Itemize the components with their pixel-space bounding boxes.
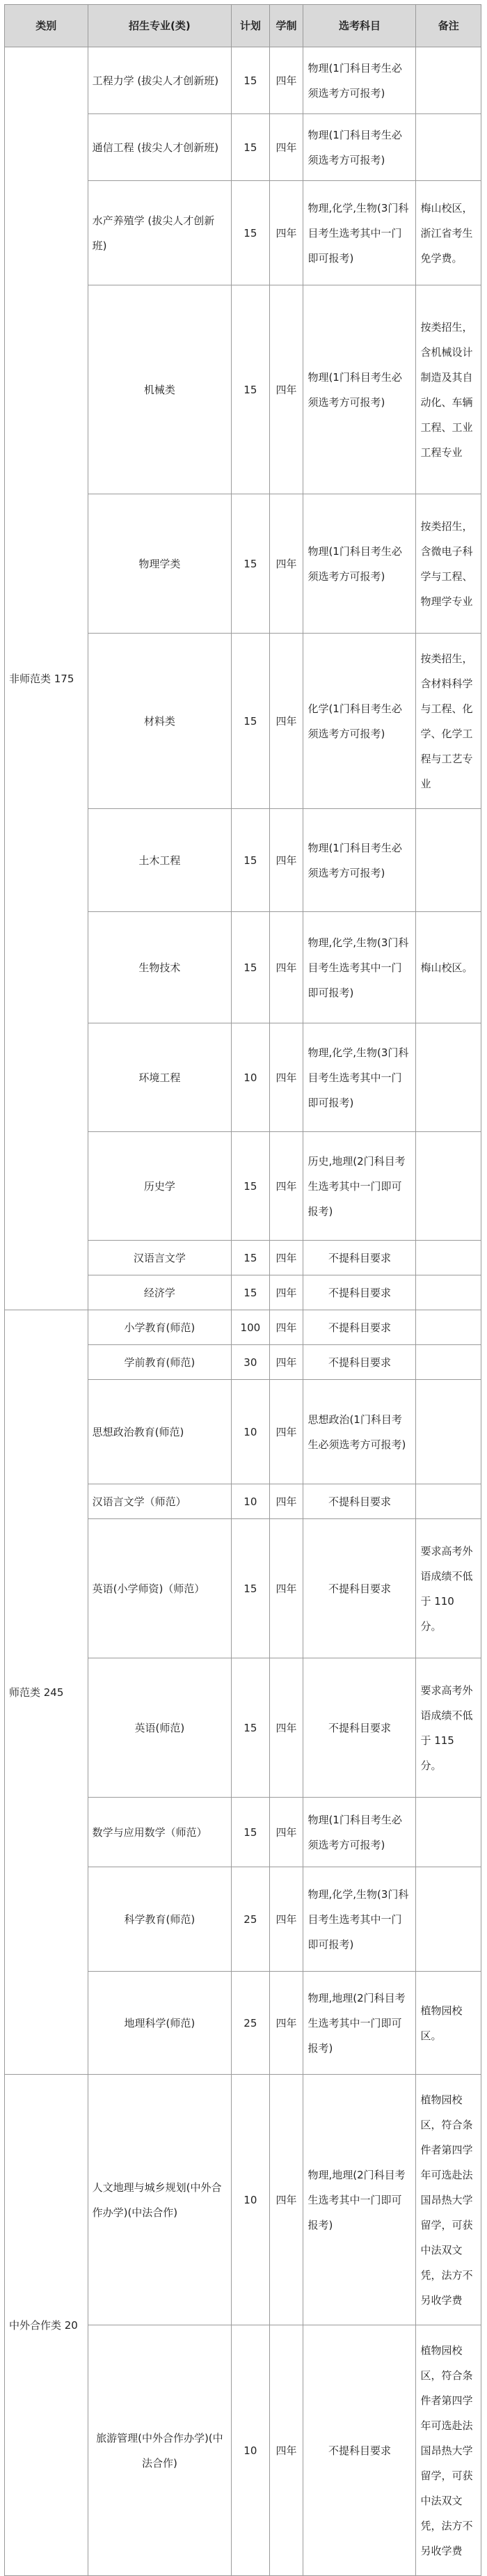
plan-cell: 15 (232, 181, 269, 285)
plan-cell: 15 (232, 494, 269, 634)
category-cell: 非师范类 175 (5, 47, 88, 1310)
notes-cell (416, 1867, 481, 1972)
subjects-cell: 不提科目要求 (303, 1345, 416, 1380)
notes-cell (416, 1023, 481, 1132)
subjects-cell: 不提科目要求 (303, 1310, 416, 1345)
plan-cell: 15 (232, 114, 269, 181)
category-cell: 师范类 245 (5, 1310, 88, 2075)
years-cell: 四年 (269, 1023, 303, 1132)
major-cell: 人文地理与城乡规划(中外合作办学)(中法合作) (88, 2075, 232, 2325)
plan-cell: 30 (232, 1345, 269, 1380)
subjects-cell: 物理(1门科目考生必须选考方可报考) (303, 1798, 416, 1867)
header-years: 学制 (269, 5, 303, 47)
years-cell: 四年 (269, 47, 303, 114)
plan-cell: 10 (232, 1380, 269, 1484)
notes-cell: 植物园校区，符合条件者第四学年可选赴法国昂热大学留学，可获中法双文凭，法方不另收学费 (416, 2325, 481, 2576)
notes-cell (416, 1798, 481, 1867)
years-cell: 四年 (269, 2075, 303, 2325)
years-cell: 四年 (269, 285, 303, 494)
years-cell: 四年 (269, 494, 303, 634)
notes-cell: 要求高考外语成绩不低于 115 分。 (416, 1658, 481, 1798)
subjects-cell: 不提科目要求 (303, 1658, 416, 1798)
major-cell: 生物技术 (88, 912, 232, 1023)
major-cell: 物理学类 (88, 494, 232, 634)
subjects-cell: 不提科目要求 (303, 2325, 416, 2576)
notes-cell (416, 1132, 481, 1241)
major-cell: 汉语言文学 (88, 1241, 232, 1275)
notes-cell: 按类招生，含材料科学与工程、化学、化学工程与工艺专业 (416, 634, 481, 809)
major-cell: 土木工程 (88, 809, 232, 912)
notes-cell (416, 47, 481, 114)
plan-cell: 15 (232, 47, 269, 114)
years-cell: 四年 (269, 1380, 303, 1484)
notes-cell: 梅山校区。 (416, 912, 481, 1023)
subjects-cell: 物理,化学,生物(3门科目考生选考其中一门即可报考) (303, 181, 416, 285)
subjects-cell: 化学(1门科目考生必须选考方可报考) (303, 634, 416, 809)
table-row (5, 47, 481, 114)
major-cell: 机械类 (88, 285, 232, 494)
header-major: 招生专业(类) (88, 5, 232, 47)
plan-cell: 15 (232, 1798, 269, 1867)
major-cell: 环境工程 (88, 1023, 232, 1132)
major-cell: 汉语言文学（师范） (88, 1484, 232, 1519)
notes-cell: 要求高考外语成绩不低于 110 分。 (416, 1519, 481, 1658)
years-cell: 四年 (269, 634, 303, 809)
admission-plan-table (4, 4, 481, 2576)
notes-cell: 梅山校区，浙江省考生免学费。 (416, 181, 481, 285)
notes-cell: 按类招生，含机械设计制造及其自动化、车辆工程、工业工程专业 (416, 285, 481, 494)
notes-cell (416, 1310, 481, 1345)
years-cell: 四年 (269, 1241, 303, 1275)
subjects-cell: 不提科目要求 (303, 1519, 416, 1658)
subjects-cell: 历史,地理(2门科目考生选考其中一门即可报考) (303, 1132, 416, 1241)
header-subjects: 选考科目 (303, 5, 416, 47)
years-cell: 四年 (269, 1275, 303, 1310)
notes-cell: 植物园校区，符合条件者第四学年可选赴法国昂热大学留学，可获中法双文凭，法方不另收学费 (416, 2075, 481, 2325)
table-body (5, 47, 481, 2576)
plan-cell: 15 (232, 912, 269, 1023)
years-cell: 四年 (269, 181, 303, 285)
plan-cell: 10 (232, 1023, 269, 1132)
major-cell: 历史学 (88, 1132, 232, 1241)
years-cell: 四年 (269, 114, 303, 181)
major-cell: 数学与应用数学（师范） (88, 1798, 232, 1867)
major-cell: 经济学 (88, 1275, 232, 1310)
subjects-cell: 不提科目要求 (303, 1241, 416, 1275)
subjects-cell: 物理,化学,生物(3门科目考生选考其中一门即可报考) (303, 1023, 416, 1132)
years-cell: 四年 (269, 1519, 303, 1658)
notes-cell (416, 1241, 481, 1275)
plan-cell: 10 (232, 2325, 269, 2576)
subjects-cell: 不提科目要求 (303, 1275, 416, 1310)
notes-cell (416, 809, 481, 912)
years-cell: 四年 (269, 1310, 303, 1345)
plan-cell: 10 (232, 2075, 269, 2325)
years-cell: 四年 (269, 2325, 303, 2576)
subjects-cell: 物理(1门科目考生必须选考方可报考) (303, 47, 416, 114)
major-cell: 水产养殖学 (拔尖人才创新班) (88, 181, 232, 285)
major-cell: 英语(师范) (88, 1658, 232, 1798)
major-cell: 材料类 (88, 634, 232, 809)
notes-cell (416, 1275, 481, 1310)
subjects-cell: 物理,地理(2门科目考生选考其中一门即可报考) (303, 1972, 416, 2075)
category-cell: 中外合作类 20 (5, 2075, 88, 2576)
notes-cell (416, 1345, 481, 1380)
plan-cell: 15 (232, 1132, 269, 1241)
major-cell: 英语(小学师资)（师范） (88, 1519, 232, 1658)
plan-cell: 15 (232, 634, 269, 809)
plan-cell: 15 (232, 285, 269, 494)
years-cell: 四年 (269, 809, 303, 912)
notes-cell (416, 114, 481, 181)
major-cell: 旅游管理(中外合作办学)(中法合作) (88, 2325, 232, 2576)
table-row (5, 1310, 481, 1345)
subjects-cell: 物理(1门科目考生必须选考方可报考) (303, 809, 416, 912)
subjects-cell: 物理(1门科目考生必须选考方可报考) (303, 285, 416, 494)
plan-cell: 15 (232, 1241, 269, 1275)
header-notes: 备注 (416, 5, 481, 47)
years-cell: 四年 (269, 1132, 303, 1241)
subjects-cell: 物理,地理(2门科目考生选考其中一门即可报考) (303, 2075, 416, 2325)
notes-cell: 植物园校区。 (416, 1972, 481, 2075)
subjects-cell: 物理(1门科目考生必须选考方可报考) (303, 114, 416, 181)
notes-cell (416, 1484, 481, 1519)
years-cell: 四年 (269, 1972, 303, 2075)
table-row (5, 2075, 481, 2325)
plan-cell: 15 (232, 1519, 269, 1658)
plan-cell: 25 (232, 1972, 269, 2075)
subjects-cell: 不提科目要求 (303, 1484, 416, 1519)
subjects-cell: 思想政治(1门科目考生必须选考方可报考) (303, 1380, 416, 1484)
major-cell: 地理科学(师范) (88, 1972, 232, 2075)
plan-cell: 10 (232, 1484, 269, 1519)
plan-cell: 15 (232, 809, 269, 912)
notes-cell (416, 1380, 481, 1484)
years-cell: 四年 (269, 1658, 303, 1798)
major-cell: 思想政治教育(师范) (88, 1380, 232, 1484)
major-cell: 科学教育(师范) (88, 1867, 232, 1972)
years-cell: 四年 (269, 1345, 303, 1380)
plan-cell: 100 (232, 1310, 269, 1345)
plan-cell: 15 (232, 1658, 269, 1798)
years-cell: 四年 (269, 912, 303, 1023)
major-cell: 小学教育(师范) (88, 1310, 232, 1345)
subjects-cell: 物理,化学,生物(3门科目考生选考其中一门即可报考) (303, 1867, 416, 1972)
subjects-cell: 物理,化学,生物(3门科目考生选考其中一门即可报考) (303, 912, 416, 1023)
notes-cell: 按类招生，含微电子科学与工程、物理学专业 (416, 494, 481, 634)
major-cell: 学前教育(师范) (88, 1345, 232, 1380)
header-category: 类别 (5, 5, 88, 47)
header-plan: 计划 (232, 5, 269, 47)
plan-cell: 15 (232, 1275, 269, 1310)
subjects-cell: 物理(1门科目考生必须选考方可报考) (303, 494, 416, 634)
years-cell: 四年 (269, 1798, 303, 1867)
major-cell: 工程力学 (拔尖人才创新班) (88, 47, 232, 114)
major-cell: 通信工程 (拔尖人才创新班) (88, 114, 232, 181)
years-cell: 四年 (269, 1484, 303, 1519)
years-cell: 四年 (269, 1867, 303, 1972)
plan-cell: 25 (232, 1867, 269, 1972)
table-header-row (5, 5, 481, 47)
